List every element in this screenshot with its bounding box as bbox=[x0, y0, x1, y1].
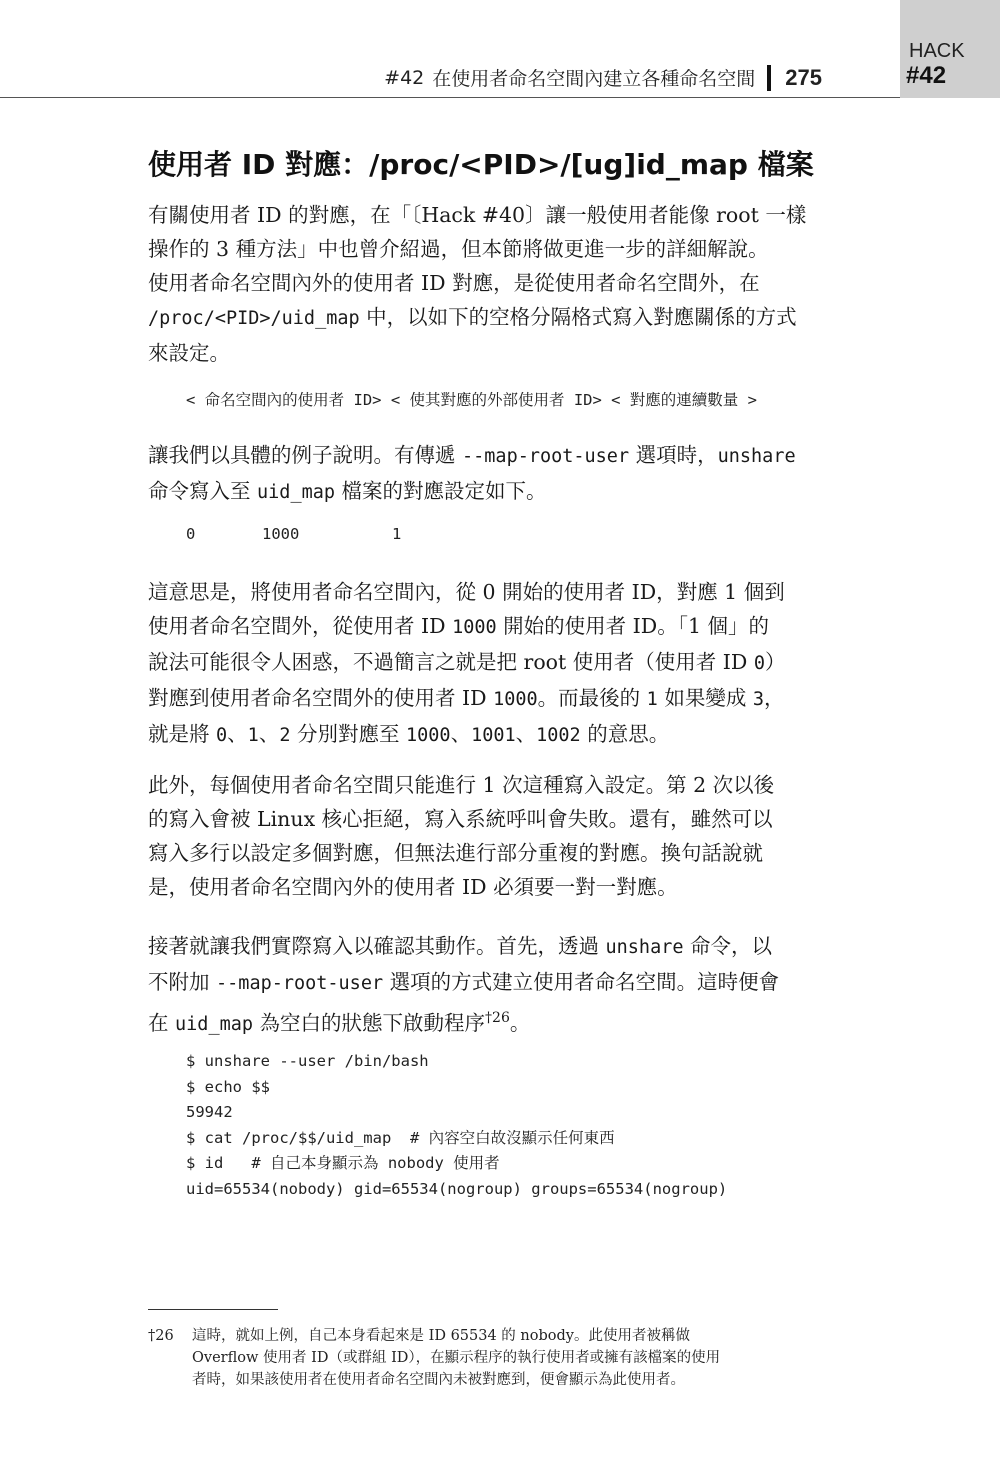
mapping-outer-id: 1000 bbox=[262, 525, 300, 543]
text-run: 、 bbox=[450, 722, 472, 746]
running-head bbox=[384, 64, 822, 91]
text-run: 、 bbox=[515, 722, 537, 746]
running-head-separator bbox=[767, 65, 771, 91]
inline-code: 2 bbox=[279, 725, 291, 746]
section-title: 使用者 ID 對應：/proc/<PID>/[ug]id_map 檔案 bbox=[148, 148, 814, 181]
footnote-mark: †26 bbox=[148, 1328, 174, 1344]
running-head-hack-number: #42 bbox=[384, 66, 425, 89]
code-line: 59942 bbox=[186, 1103, 233, 1121]
text-run: 為空白的狀態下啟動程序 bbox=[253, 1011, 486, 1035]
code-line: uid=65534(nobody) gid=65534(nogroup) groups=65534(nogroup) bbox=[186, 1179, 728, 1198]
inline-code: uid_map bbox=[257, 482, 335, 503]
paragraph-line: 是，使用者命名空間內外的使用者 ID 必須要一對一對應。 bbox=[148, 875, 678, 899]
code-line: $ id # 自己本身顯示為 nobody 使用者 bbox=[186, 1154, 500, 1172]
paragraph-line bbox=[148, 474, 888, 510]
mapping-count: 1 bbox=[392, 525, 402, 543]
paragraph-line bbox=[148, 681, 888, 717]
text-run: 、 bbox=[227, 722, 248, 746]
paragraph-line: 使用者命名空間內外的使用者 ID 對應，是從使用者命名空間外，在 bbox=[148, 271, 760, 295]
text-run: 。而最後的 bbox=[537, 686, 647, 710]
code-line: $ echo $$ bbox=[186, 1077, 270, 1096]
text-run: 中，以如下的空格分隔格式寫入對應關係的方式 bbox=[359, 305, 797, 329]
paragraph-line: 來設定。 bbox=[148, 341, 230, 365]
code-line: $ unshare --user /bin/bash bbox=[186, 1052, 429, 1070]
paragraph-experiment bbox=[148, 929, 888, 1042]
footnote-reference: †26 bbox=[485, 1010, 510, 1026]
text-run: 接著就讓我們實際寫入以確認其動作。首先，透過 bbox=[148, 934, 606, 958]
paragraph-line bbox=[148, 300, 888, 336]
code-line: $ cat /proc/$$/uid_map # 內容空白故沒顯示任何東西 bbox=[186, 1128, 615, 1147]
paragraph-line: 這意思是，將使用者命名空間內，從 0 開始的使用者 ID，對應 1 個到 bbox=[148, 580, 785, 604]
paragraph-line bbox=[148, 1001, 888, 1042]
text-run: 對應到使用者命名空間外的使用者 ID bbox=[148, 686, 494, 710]
inline-code: /proc/<PID>/uid_map bbox=[148, 308, 360, 329]
footnote bbox=[148, 1325, 888, 1391]
paragraph-line bbox=[148, 438, 888, 474]
paragraph-line bbox=[148, 929, 888, 965]
inline-code: --map-root-user bbox=[216, 973, 384, 994]
inline-code: 1001 bbox=[471, 725, 516, 746]
paragraph-line: 寫入多行以設定多個對應，但無法進行部分重複的對應。換句話說就 bbox=[148, 841, 763, 865]
mapping-inner-id: 0 bbox=[186, 525, 196, 543]
inline-code: 3 bbox=[752, 689, 764, 710]
paragraph-line bbox=[148, 965, 888, 1001]
paragraph-line: 此外，每個使用者命名空間只能進行 1 次這種寫入設定。第 2 次以後 bbox=[148, 773, 775, 797]
inline-code: 1000 bbox=[452, 617, 497, 638]
text-run: 、 bbox=[258, 722, 280, 746]
paragraph-restrictions bbox=[148, 768, 888, 904]
inline-code: 1000 bbox=[406, 725, 451, 746]
paragraph-example bbox=[148, 438, 888, 510]
text-run: 選項的方式建立使用者命名空間。這時便會 bbox=[383, 970, 780, 994]
header-rule bbox=[0, 97, 900, 98]
inline-code: unshare bbox=[605, 937, 684, 958]
text-run: 選項時， bbox=[629, 443, 718, 467]
inline-code: 1 bbox=[646, 689, 658, 710]
footnote-line: Overflow 使用者 ID（或群組 ID），在顯示程序的執行使用者或擁有該檔案的使用 bbox=[192, 1350, 721, 1366]
inline-code: unshare bbox=[717, 446, 796, 467]
paragraph-intro bbox=[148, 198, 888, 370]
paragraph-line bbox=[148, 645, 888, 681]
text-run: 命令，以 bbox=[683, 934, 773, 958]
code-block bbox=[186, 1049, 727, 1202]
paragraph-line: 的寫入會被 Linux 核心拒絕，寫入系統呼叫會失敗。還有，雖然可以 bbox=[148, 807, 773, 831]
footnote-line: 這時，就如上例，自己本身看起來是 ID 65534 的 nobody。此使用者被稱做 bbox=[192, 1328, 690, 1344]
mapping-format-line: < 命名空間內的使用者 ID> < 使其對應的外部使用者 ID> < 對應的連續數量 > bbox=[186, 391, 757, 409]
paragraph-explanation bbox=[148, 575, 888, 753]
text-run: 使用者命名空間外，從使用者 ID bbox=[148, 614, 453, 638]
inline-code: 1 bbox=[247, 725, 259, 746]
text-run: 檔案的對應設定如下。 bbox=[335, 479, 547, 503]
text-run: 如果變成 bbox=[657, 686, 753, 710]
footnote-line: 者時，如果該使用者在使用者命名空間內未被對應到，便會顯示為此使用者。 bbox=[192, 1372, 685, 1388]
paragraph-line bbox=[148, 609, 888, 645]
text-run: 命令寫入至 bbox=[148, 479, 258, 503]
text-run: 。 bbox=[509, 1011, 531, 1035]
inline-code: 1000 bbox=[493, 689, 538, 710]
paragraph-line: 操作的 3 種方法」中也曾介紹過，但本節將做更進一步的詳細解說。 bbox=[148, 237, 769, 261]
paragraph-line: 有關使用者 ID 的對應，在「〔Hack #40〕讓一般使用者能像 root 一樣 bbox=[148, 203, 807, 227]
footnote-rule bbox=[148, 1309, 278, 1310]
text-run: 的意思。 bbox=[580, 722, 670, 746]
hack-tab-label: HACK bbox=[909, 40, 965, 62]
text-run: 分別對應至 bbox=[290, 722, 406, 746]
footnote-text bbox=[192, 1325, 888, 1391]
running-head-title: 在使用者命名空間內建立各種命名空間 bbox=[432, 68, 756, 90]
hack-tab-number: #42 bbox=[906, 62, 947, 89]
paragraph-line bbox=[148, 717, 888, 753]
text-run: 說法可能很令人困惑，不過簡言之就是把 root 使用者（使用者 ID bbox=[148, 650, 754, 674]
text-run: 在 bbox=[148, 1011, 176, 1035]
text-run: ） bbox=[764, 650, 786, 674]
text-run: 不附加 bbox=[148, 970, 217, 994]
text-run: 就是將 bbox=[148, 722, 217, 746]
inline-code: 0 bbox=[216, 725, 228, 746]
page-number: 275 bbox=[785, 64, 822, 90]
inline-code: --map-root-user bbox=[462, 446, 630, 467]
text-run: ， bbox=[764, 686, 785, 710]
inline-code: uid_map bbox=[175, 1014, 253, 1035]
inline-code: 0 bbox=[753, 653, 765, 674]
inline-code: 1002 bbox=[536, 725, 581, 746]
text-run: 讓我們以具體的例子說明。有傳遞 bbox=[148, 443, 463, 467]
text-run: 開始的使用者 ID。「1 個」的 bbox=[496, 614, 770, 638]
